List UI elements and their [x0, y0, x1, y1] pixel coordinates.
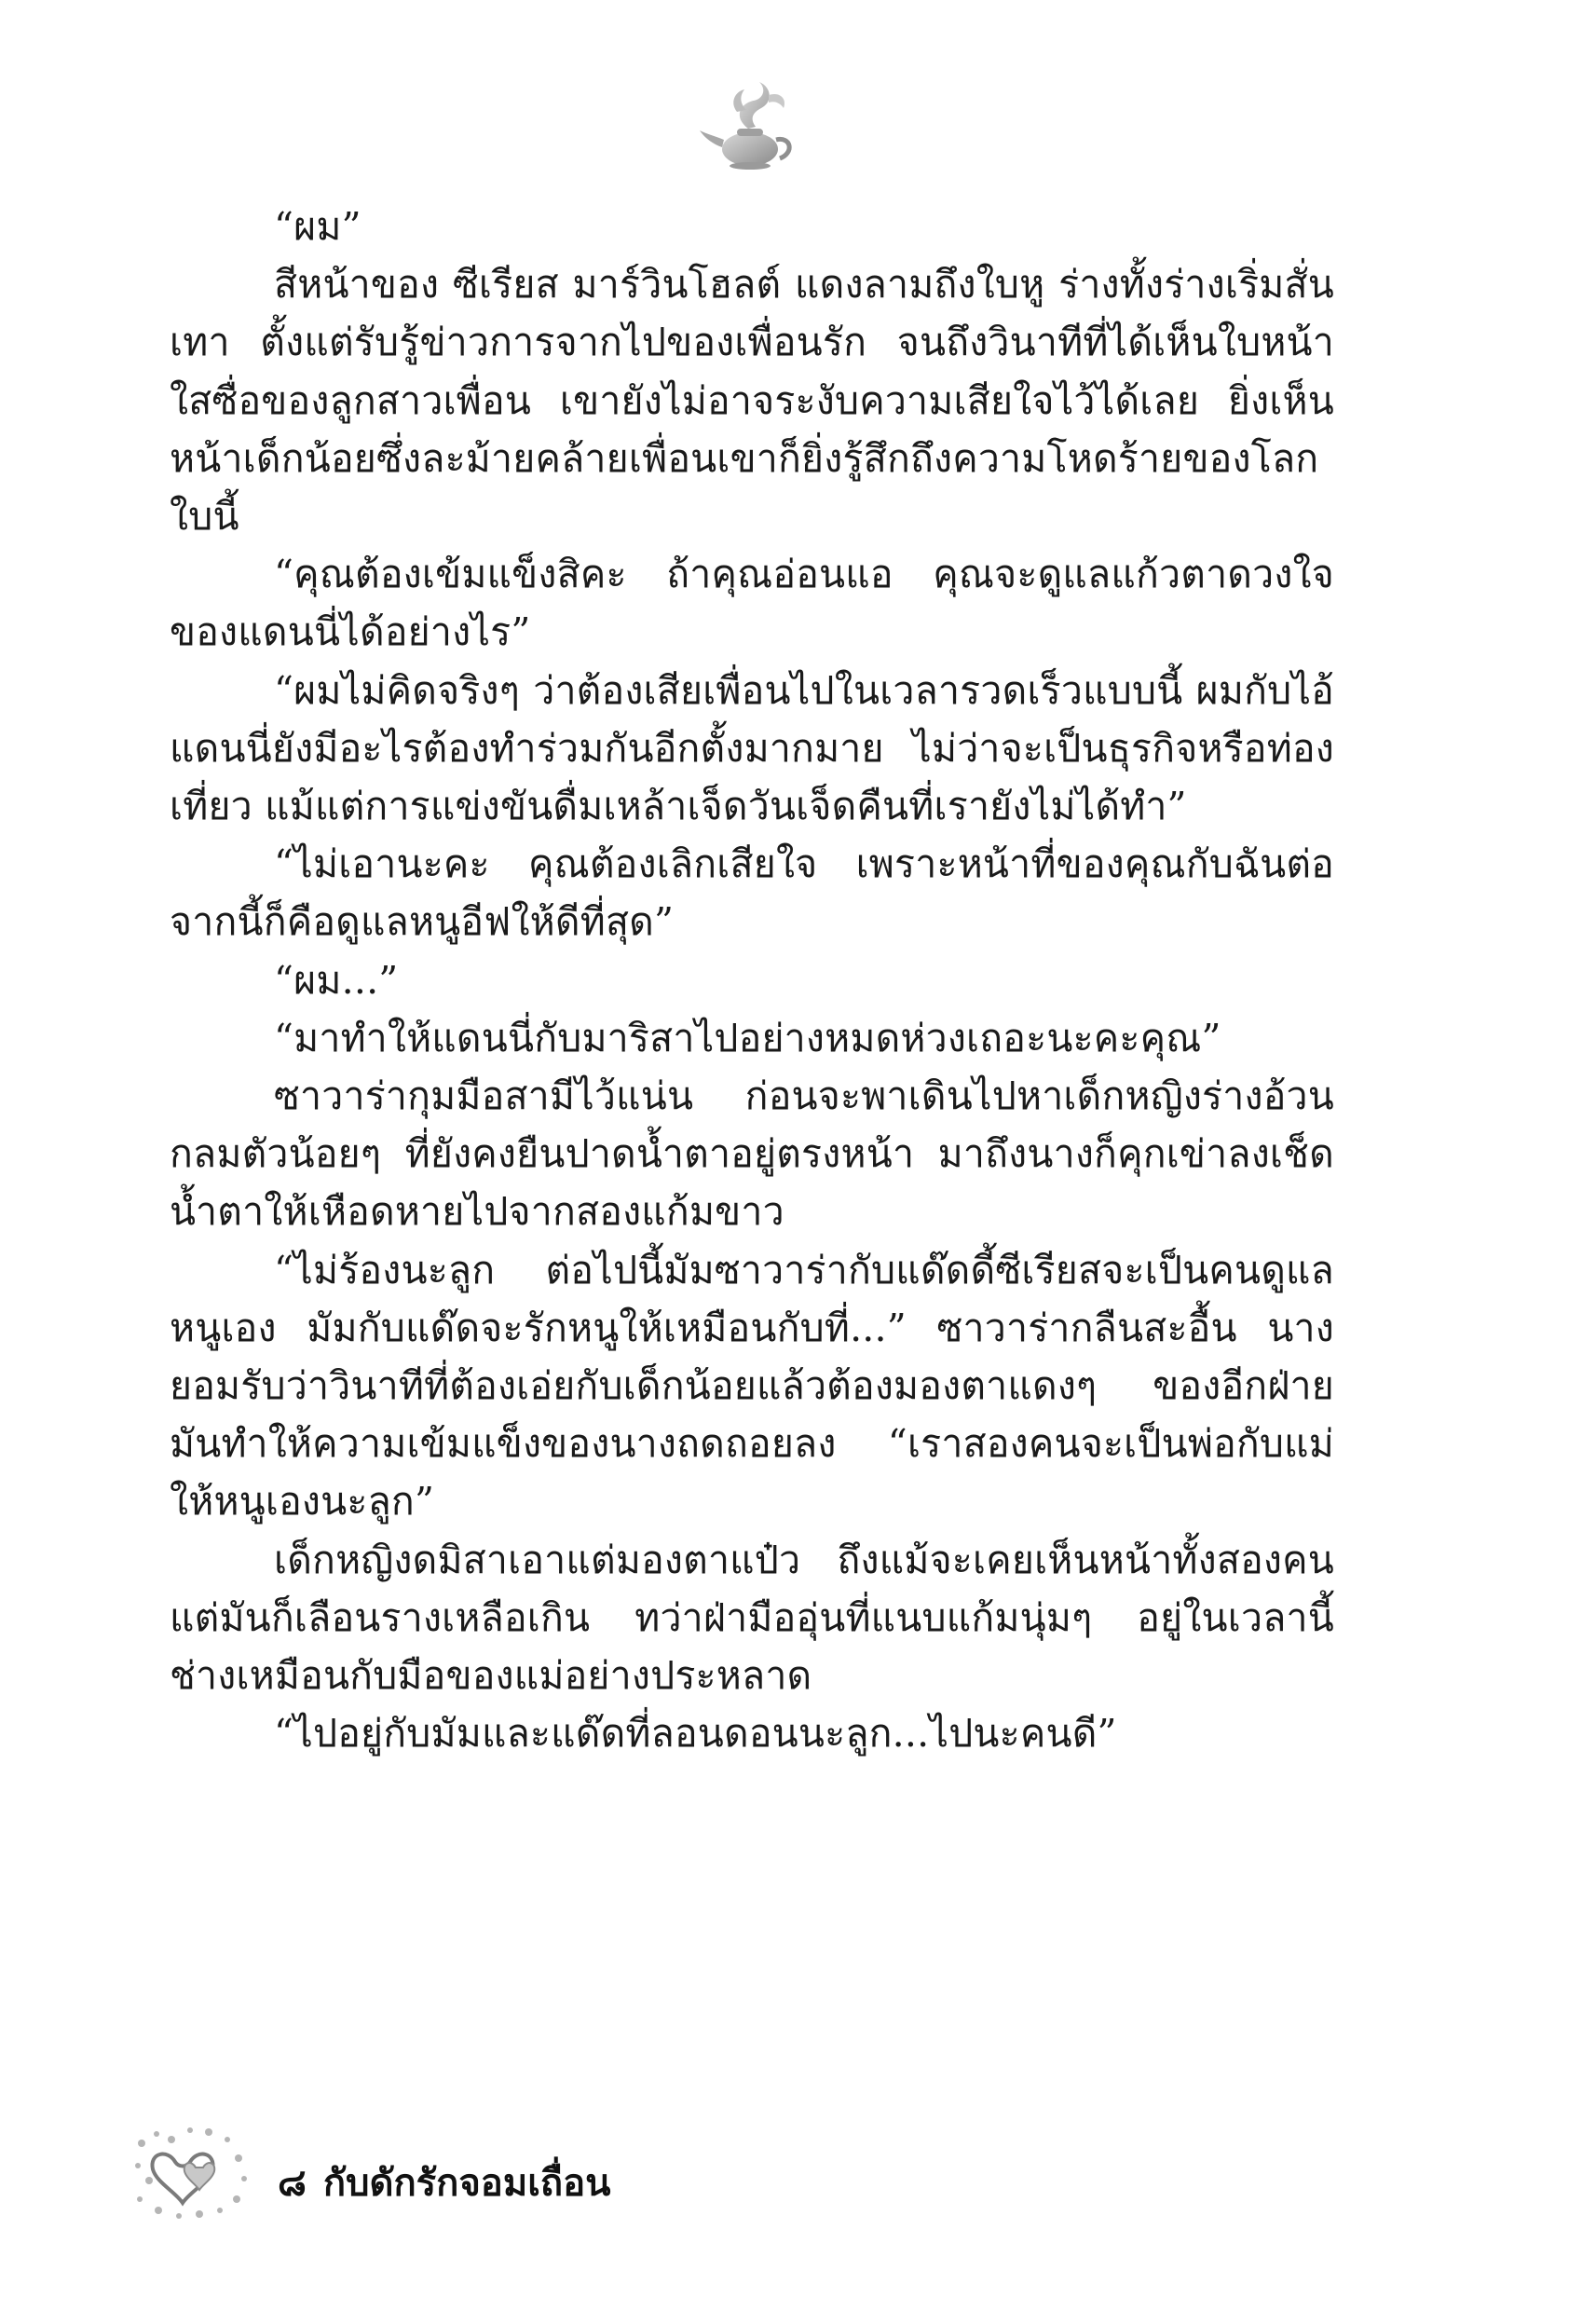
paragraph: เด็กหญิงดมิสาเอาแต่มองตาแป๋ว ถึงแม้จะเคยเห็นหน้าทั้งสองคนแต่มันก็เลือนรางเหลือเกิน ทว่าฝ่ามืออุ่นที่แนบแก้มนุ่มๆ อยู่ในเวลานี้ช่างเหมือนกับมือของแม่อย่างประหลาด [170, 1537, 1334, 1699]
paragraph: “ผม...” [274, 957, 399, 1003]
paragraph: “ผม” [274, 204, 361, 249]
footer-caption [278, 2153, 627, 2212]
paragraph: ซาวาร่ากุมมือสามีไว้แน่น ก่อนจะพาเดินไปหาเด็กหญิงร่างอ้วนกลมตัวน้อยๆ ที่ยังคงยืนปาดน้ำตาอยู่ตรงหน้า มาถึงนางก็คุกเข่าลงเช็ดน้ำตาให้เหือดหายไปจากสองแก้มขาว [170, 1073, 1334, 1235]
paragraph: “ไม่ร้องนะลูก ต่อไปนี้มัมซาวาร่ากับแด๊ดดี้ซีเรียสจะเป็นคนดูแลหนูเอง มัมกับแด๊ดจะรักหนูให้เหมือนกับที่...” ซาวาร่ากลืนสะอื้น นางยอมรับว่าวินาทีที่ต้องเอ่ยกับเด็กน้อยแล้วต้องมองตาแดงๆ ของอีกฝ่ายมันทำให้ความเข้มแข็งของนางถดถอยลง “เราสองคนจะเป็นพ่อกับแม่ให้หนูเองนะลูก” [170, 1247, 1334, 1525]
paragraph: “คุณต้องเข้มแข็งสิคะ ถ้าคุณอ่อนแอ คุณจะดูแลแก้วตาดวงใจของแดนนี่ได้อย่างไร” [170, 552, 1334, 655]
page-footer [130, 2125, 689, 2236]
paragraph: “ไปอยู่กับมัมและแด๊ดที่ลอนดอนนะลูก...ไปนะคนดี” [274, 1711, 1117, 1757]
paragraph: สีหน้าของ ซีเรียส มาร์วินโฮลต์ แดงลามถึงใบหู ร่างทั้งร่างเริ่มสั่นเทา ตั้งแต่รับรู้ข่าวการจากไปของเพื่อนรัก จนถึงวินาทีที่ได้เห็นใบหน้าใสซื่อของลูกสาวเพื่อน เขายังไม่อาจระงับความเสียใจไว้ได้เลย ยิ่งเห็นหน้าเด็กน้อยซึ่งละม้ายคล้ายเพื่อนเขาก็ยิ่งรู้สึกถึงความโหดร้ายของโลกใบนี้ [170, 262, 1334, 540]
page-number: ๘ [278, 2162, 307, 2205]
paragraph: “ผมไม่คิดจริงๆ ว่าต้องเสียเพื่อนไปในเวลารวดเร็วแบบนี้ ผมกับไอ้แดนนี่ยังมีอะไรต้องทำร่วมกันอีกตั้งมากมาย ไม่ว่าจะเป็นธุรกิจหรือท่องเที่ยว แม้แต่การแข่งขันดื่มเหล้าเจ็ดวันเจ็ดคืนที่เรายังไม่ได้ทำ” [170, 667, 1334, 829]
book-title: กับดักรักจอมเถื่อน [322, 2162, 611, 2205]
chapter-body-text [170, 198, 1334, 1762]
paragraph: “ไม่เอานะคะ คุณต้องเลิกเสียใจ เพราะหน้าที่ของคุณกับฉันต่อจากนี้ก็คือดูแลหนูอีฟให้ดีที่สุด” [170, 841, 1334, 945]
teapot-steam-ornament-icon [694, 75, 806, 177]
hearts-cluster-ornament-icon [130, 2125, 252, 2222]
paragraph: “มาทำให้แดนนี่กับมาริสาไปอย่างหมดห่วงเถอะนะคะคุณ” [274, 1015, 1221, 1060]
